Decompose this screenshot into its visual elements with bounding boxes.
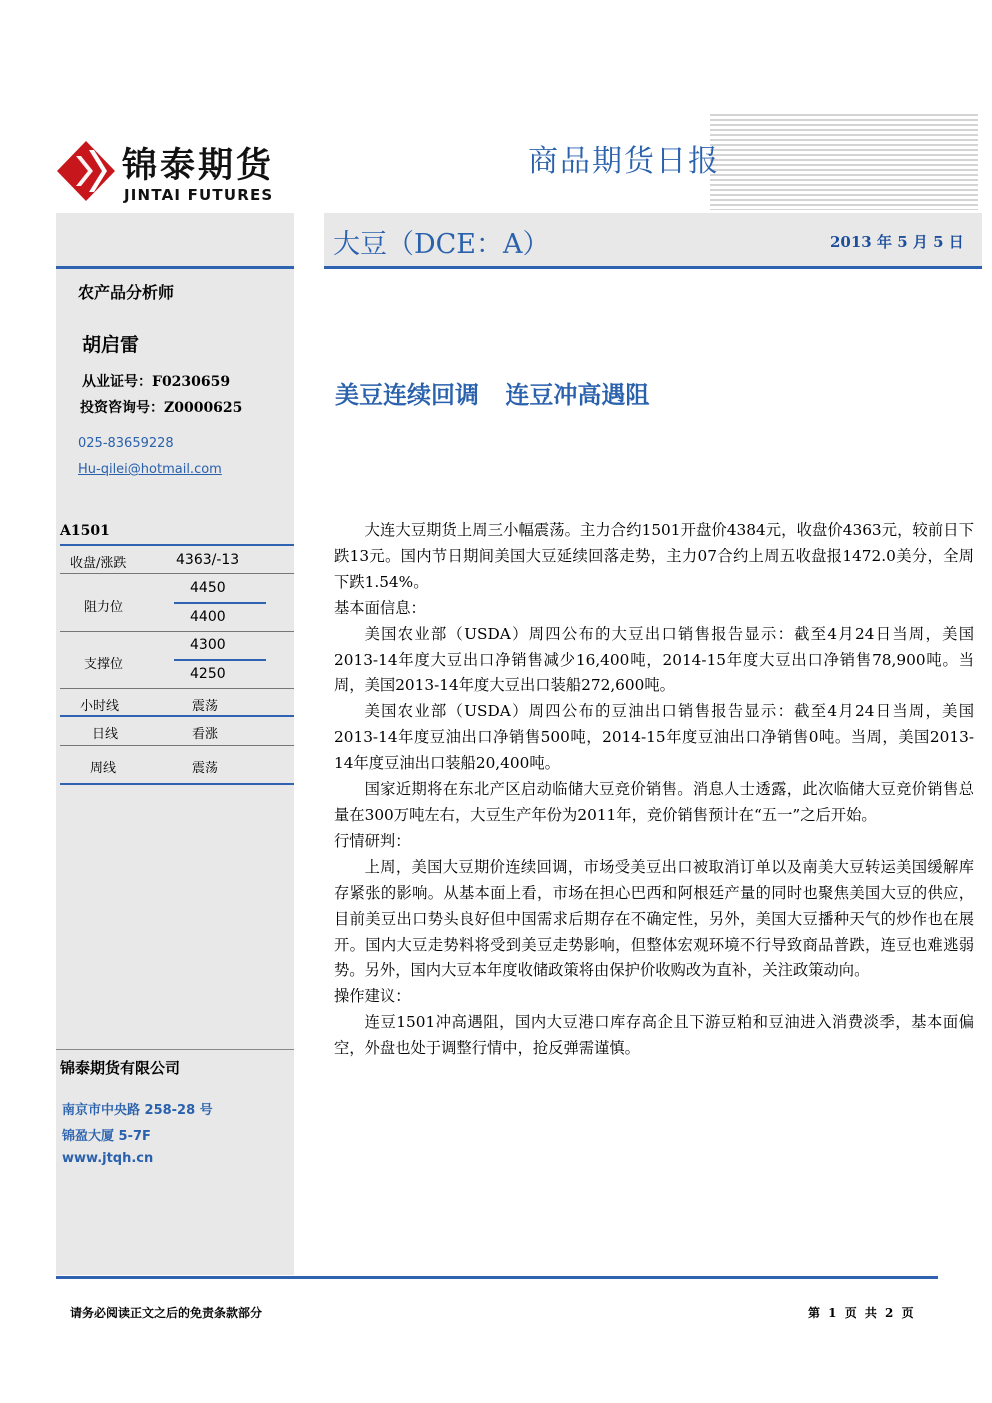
company-logo [56, 138, 306, 208]
paragraph: 连豆1501冲高遇阻，国内大豆港口库存高企且下游豆粕和豆油进入消费淡季，基本面偏空，外盘也处于调整行情中，抢反弹需谨慎。 [334, 1013, 974, 1058]
analyst-email-link[interactable]: Hu-qilei@hotmail.com [78, 462, 222, 477]
weekly-label: 周线 [90, 761, 117, 776]
table-top-border [60, 544, 294, 546]
report-date: 2013 年 5 月 5 日 [830, 233, 964, 251]
table-row-divider [60, 715, 294, 717]
logo-company-name-cn: 锦泰期货 [122, 146, 275, 186]
footer-disclaimer: 请务必阅读正文之后的免责条款部分 [70, 1306, 263, 1320]
daily-value: 看涨 [192, 727, 219, 742]
weekly-value: 震荡 [192, 761, 219, 776]
commodity-title: 大豆（DCE：A） [333, 229, 550, 260]
hourly-value: 震荡 [192, 699, 219, 714]
paragraph: 国家近期将在东北产区启动临储大豆竞价销售。消息人士透露，此次临储大豆竞价销售总量在300万吨左右，大豆生产年份为2011年，竞价销售预计在“五一”之后开始。 [334, 780, 974, 824]
company-name: 锦泰期货有限公司 [60, 1059, 181, 1077]
logo-company-name-en: JINTAI FUTURES [124, 186, 274, 204]
company-website-link[interactable]: www.jtqh.cn [62, 1151, 154, 1166]
header-divider [324, 266, 982, 269]
analyst-name: 胡启雷 [82, 334, 140, 356]
company-address-line1: 南京市中央路 258-28 号 [62, 1103, 213, 1118]
table-row-divider [60, 573, 294, 574]
diamond-logo-icon [56, 140, 116, 202]
support-label: 支撑位 [84, 657, 124, 672]
close-value: 4363/-13 [176, 552, 240, 568]
daily-label: 日线 [92, 727, 119, 742]
support-value-2: 4250 [190, 666, 226, 682]
paragraph: 美国农业部（USDA）周四公布的豆油出口销售报告显示：截至4月24日当周，美国2013-14年度豆油出口净销售500吨，2014-15年度豆油出口净销售0吨。当周，美国2013-14年度豆油出口装船20,400吨。 [334, 702, 974, 773]
company-divider [56, 1049, 294, 1050]
paragraph: 上周，美国大豆期价连续回调，市场受美豆出口被取消订单以及南美大豆转运美国缓解库存紧张的影响。从基本面上看，市场在担心巴西和阿根廷产量的同时也聚焦美国大豆的供应，目前美豆出口势头良好但中国需求后期存在不确定性，另外，美国大豆播种天气的炒作也在展开。国内大豆走势料将受到美豆走势影响，但整体宏观环境不行导致商品普跌，连豆也难逃弱势。另外，国内大豆本年度收储政策将由保护价收购改为直补，关注政策动向。 [334, 857, 974, 980]
table-bottom-border [60, 783, 294, 785]
section-heading: 基本面信息： [334, 598, 426, 617]
header-stripes [710, 114, 978, 210]
analyst-role: 农产品分析师 [78, 283, 175, 302]
section-heading: 行情研判： [334, 831, 411, 850]
table-row-divider [60, 688, 294, 689]
analyst-phone: 025-83659228 [78, 436, 174, 451]
practice-certificate: 从业证号：F0230659 [82, 374, 231, 390]
value-underline [174, 659, 266, 661]
resistance-value-2: 4400 [190, 609, 226, 625]
table-row-divider [60, 631, 294, 632]
section-heading: 操作建议： [334, 987, 411, 1006]
table-row-divider [60, 745, 294, 746]
support-value-1: 4300 [190, 637, 226, 653]
article-body [334, 518, 974, 1062]
resistance-value-1: 4450 [190, 580, 226, 596]
contract-code: A1501 [60, 523, 110, 539]
sidebar-divider [56, 266, 294, 269]
paragraph: 大连大豆期货上周三小幅震荡。主力合约1501开盘价4384元，收盘价4363元，较前日下跌13元。国内节日期间美国大豆延续回落走势，主力07合约上周五收盘报1472.0美分，全周下跌1.54%。 [334, 521, 974, 591]
value-underline [174, 602, 266, 604]
consulting-certificate: 投资咨询号：Z0000625 [80, 400, 243, 416]
page-number: 第 1 页 共 2 页 [808, 1306, 914, 1320]
paragraph: 美国农业部（USDA）周四公布的大豆出口销售报告显示：截至4月24日当周，美国2013-14年度大豆出口净销售减少16,400吨，2014-15年度大豆出口净销售78,900吨。当周，美国2013-14年度大豆出口装船272,600吨。 [334, 624, 974, 695]
report-type-title: 商品期货日报 [528, 144, 720, 179]
hourly-label: 小时线 [80, 699, 120, 714]
footer-divider [56, 1276, 938, 1279]
resistance-label: 阻力位 [84, 600, 124, 615]
article-headline: 美豆连续回调 连豆冲高遇阻 [335, 380, 650, 409]
close-label: 收盘/涨跌 [70, 556, 127, 571]
company-address-line2: 锦盈大厦 5-7F [62, 1129, 151, 1144]
